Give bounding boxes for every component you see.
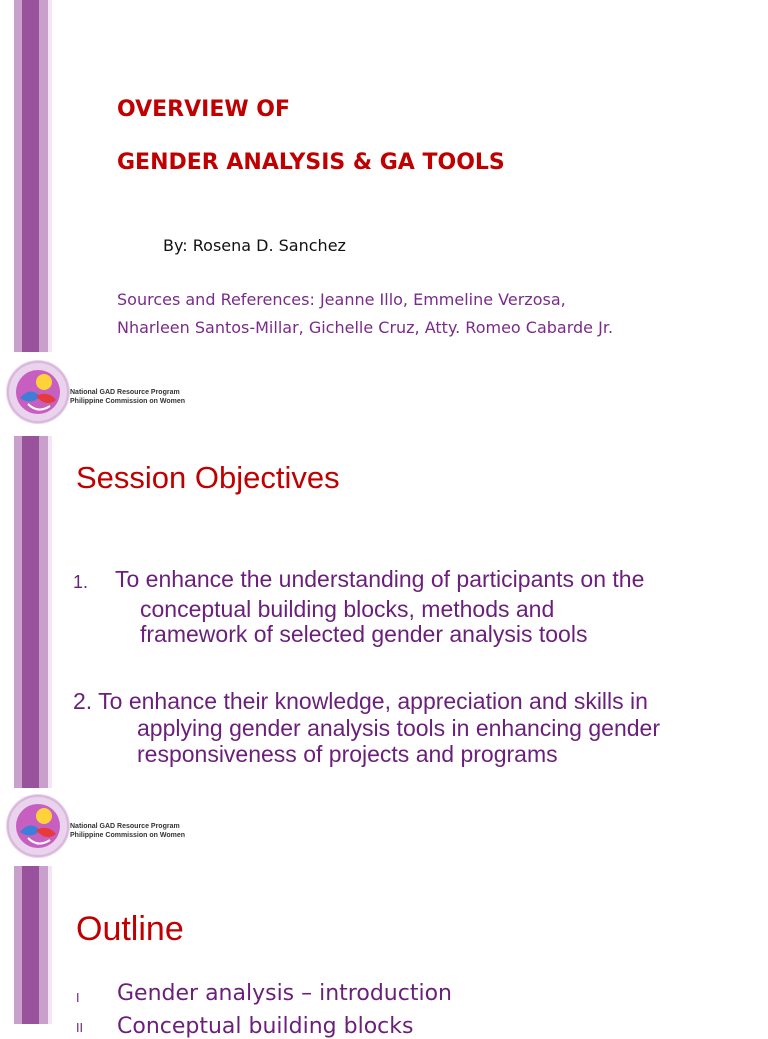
byline: By: Rosena D. Sanchez bbox=[163, 236, 346, 255]
section-title-outline: Outline bbox=[76, 910, 184, 948]
section-title-objectives: Session Objectives bbox=[76, 460, 340, 495]
footer-1 bbox=[0, 352, 768, 436]
objective-1-number: 1. bbox=[73, 572, 89, 592]
footer-line-1: National GAD Resource Program bbox=[70, 389, 180, 396]
footer-2 bbox=[0, 788, 768, 866]
footer-line-1: National GAD Resource Program bbox=[70, 823, 180, 830]
objective-2-line-3: responsiveness of projects and programs bbox=[137, 741, 558, 767]
objective-1-line-1: To enhance the understanding of participants on the bbox=[115, 566, 645, 592]
outline-item-2: Conceptual building blocks bbox=[117, 1014, 414, 1039]
side-bar bbox=[0, 436, 52, 788]
objective-2-line-1: 2. To enhance their knowledge, appreciation and skills in bbox=[73, 688, 648, 714]
pcw-logo-icon bbox=[6, 360, 70, 424]
objective-2-line-2: applying gender analysis tools in enhancing gender bbox=[137, 715, 660, 741]
title-line-1: OVERVIEW OF bbox=[117, 97, 291, 122]
pcw-logo-icon bbox=[6, 794, 70, 858]
sources-line-2: Nharleen Santos-Millar, Gichelle Cruz, Atty. Romeo Cabarde Jr. bbox=[117, 318, 614, 337]
side-bar bbox=[0, 866, 52, 1024]
outline-item-2-number: II bbox=[76, 1021, 84, 1035]
title-line-2: GENDER ANALYSIS & GA TOOLS bbox=[117, 150, 505, 175]
slide-objectives bbox=[0, 436, 768, 788]
outline-item-1: Gender analysis – introduction bbox=[117, 981, 452, 1006]
footer-line-2: Philippine Commission on Women bbox=[70, 398, 185, 405]
objective-1-line-3: framework of selected gender analysis tools bbox=[140, 621, 588, 647]
sources-line-1: Sources and References: Jeanne Illo, Emmeline Verzosa, bbox=[117, 290, 566, 309]
objective-1-line-2: conceptual building blocks, methods and bbox=[140, 596, 555, 622]
slide-title bbox=[0, 0, 768, 352]
slide-outline bbox=[0, 866, 768, 1039]
footer-line-2: Philippine Commission on Women bbox=[70, 832, 185, 839]
side-bar bbox=[0, 0, 52, 352]
outline-item-1-number: I bbox=[76, 991, 80, 1005]
